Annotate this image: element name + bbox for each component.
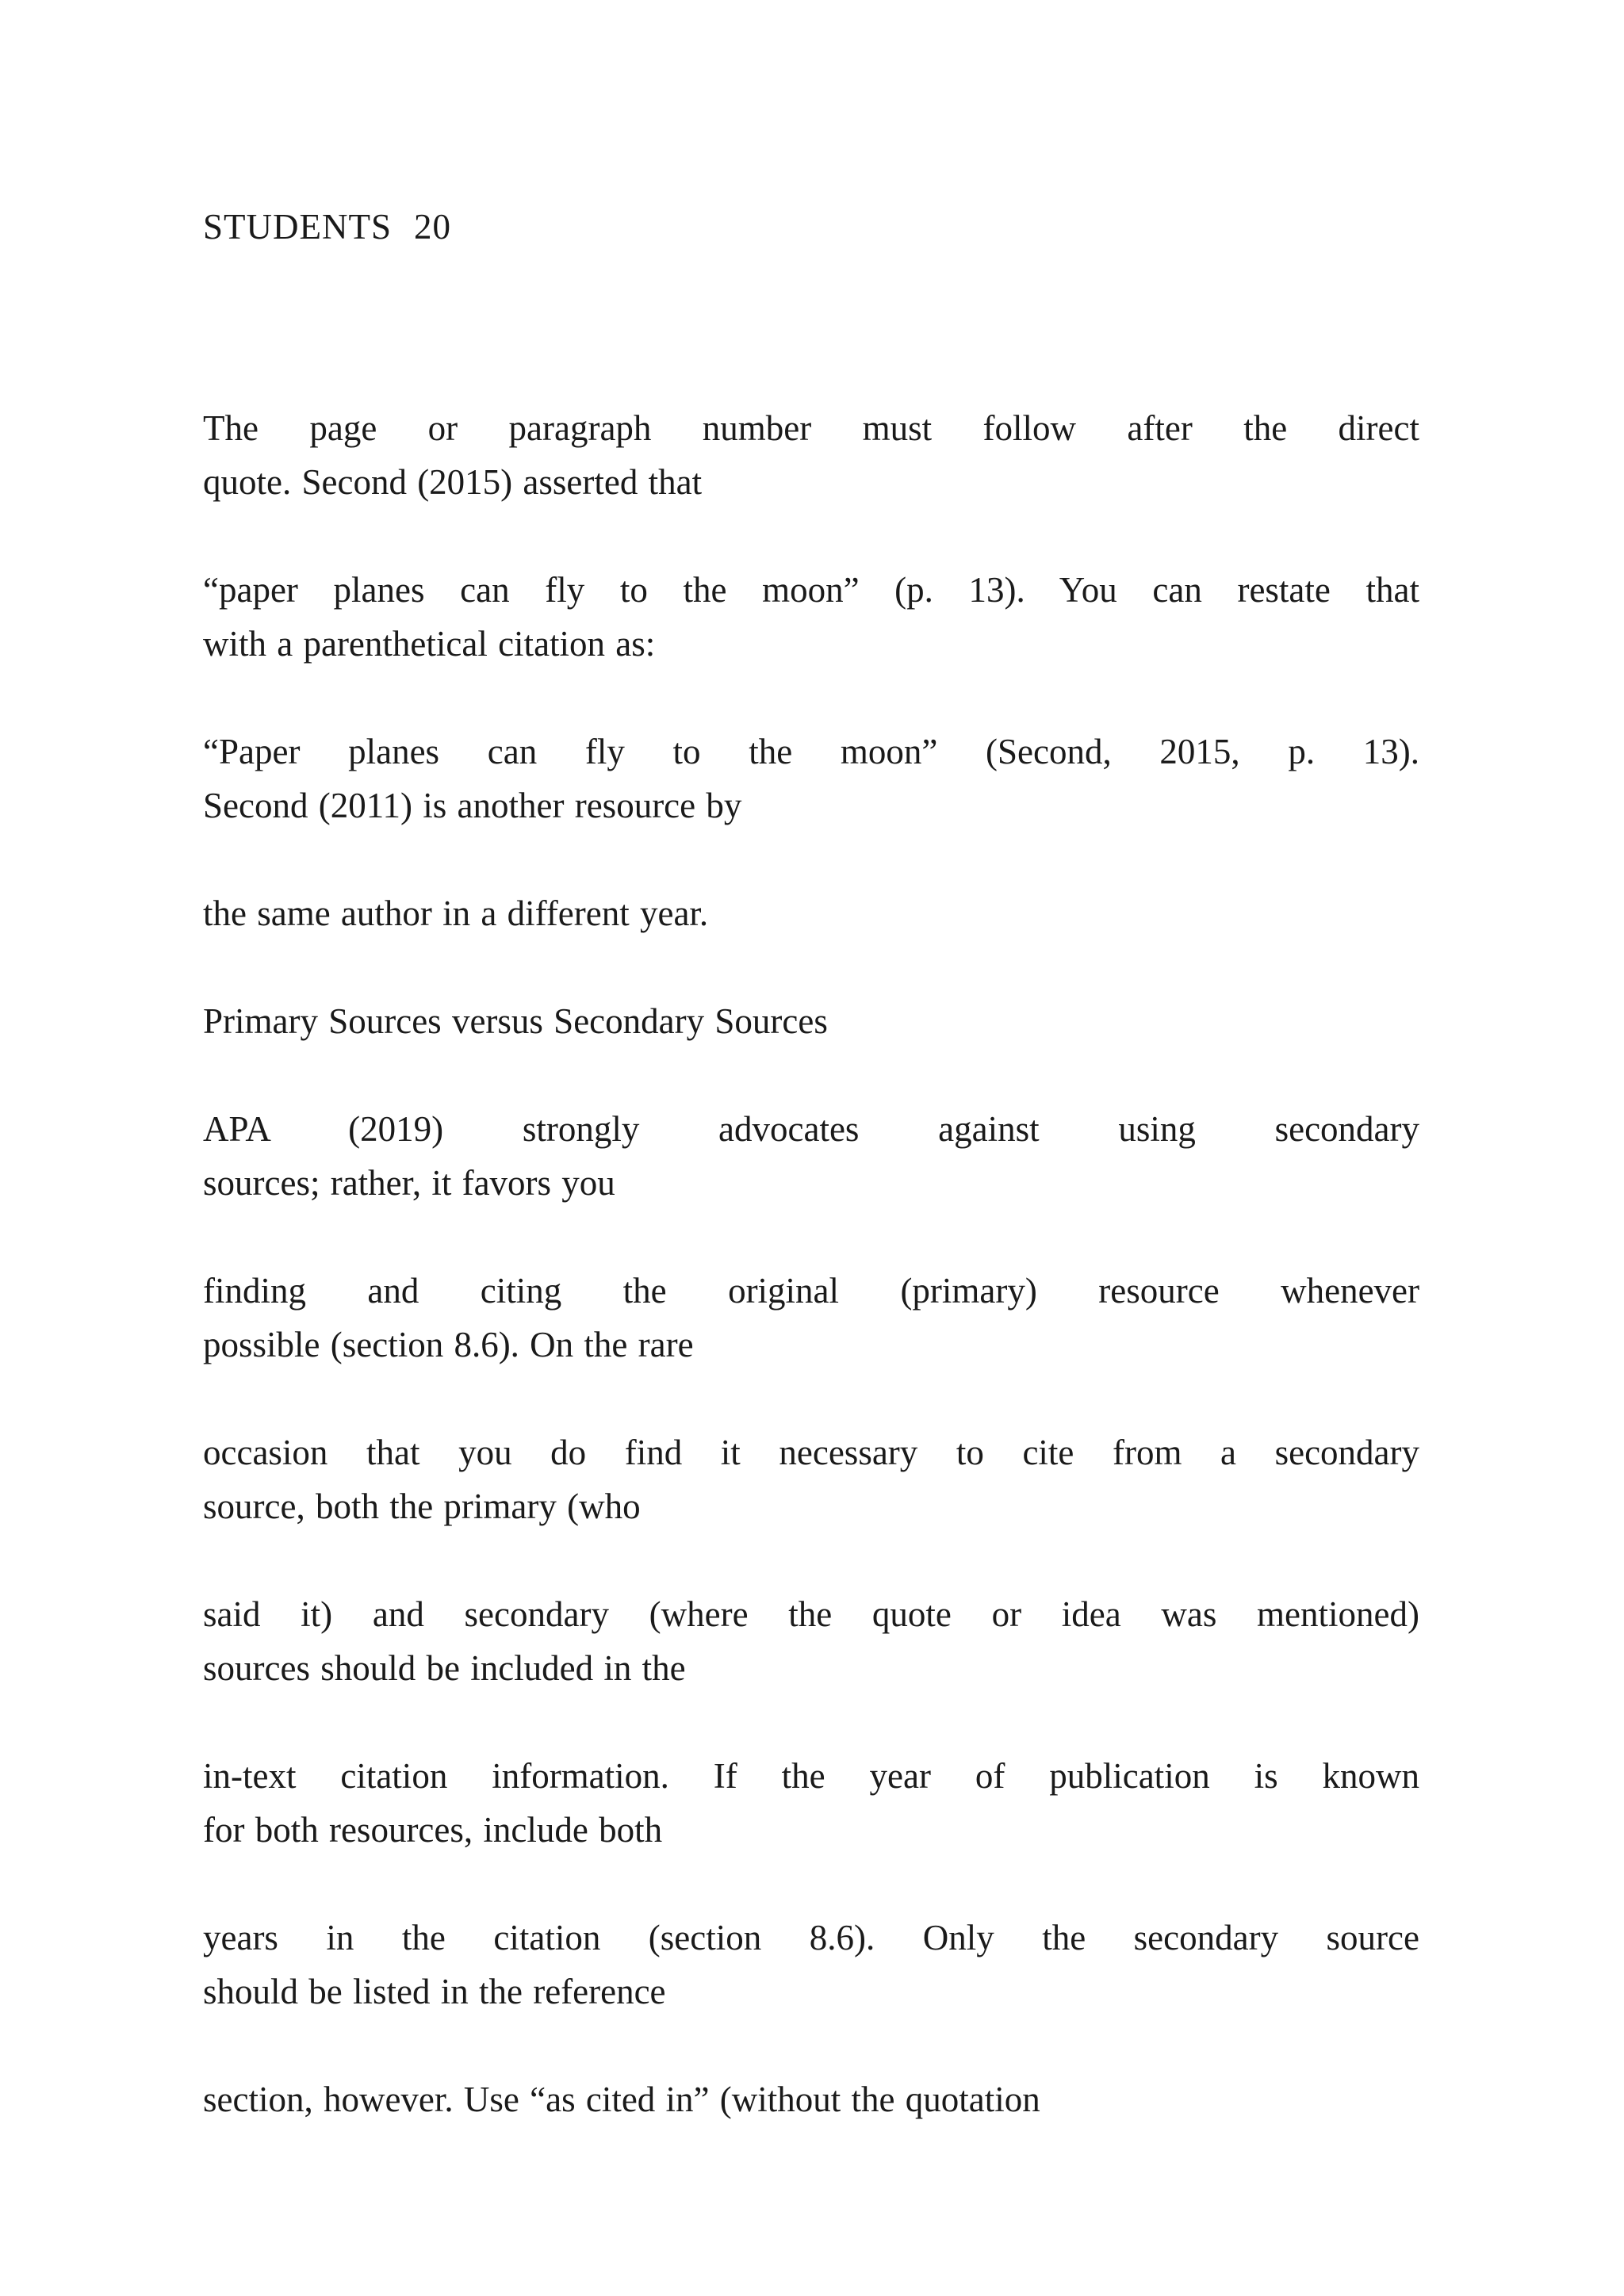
text-line: sources; rather, it favors you — [203, 1163, 615, 1203]
text-line: the same author in a different year. — [203, 894, 709, 933]
paragraph — [203, 1587, 1419, 1695]
paragraph — [203, 1102, 1419, 1210]
text-line: section, however. Use “as cited in” (without the quotation — [203, 2080, 1040, 2119]
running-head — [203, 200, 1419, 254]
paragraph — [203, 886, 1419, 940]
paragraph — [203, 1749, 1419, 1857]
text-line: Primary Sources versus Secondary Sources — [203, 1001, 828, 1041]
text-line: for both resources, include both — [203, 1810, 663, 1850]
paragraph — [203, 1264, 1419, 1372]
text-line: Second (2011) is another resource by — [203, 786, 742, 825]
text-line: finding and citing the original (primary) resource whenever — [203, 1271, 1419, 1311]
text-line: source, both the primary (who — [203, 1487, 641, 1526]
text-line: “Paper planes can fly to the moon” (Second, 2015, p. 13). — [203, 732, 1419, 771]
page-number: 20 — [414, 207, 452, 247]
paragraph — [203, 401, 1419, 509]
text-line: possible (section 8.6). On the rare — [203, 1325, 694, 1364]
paragraph — [203, 725, 1419, 832]
text-line: sources should be included in the — [203, 1648, 686, 1688]
text-line: in-text citation information. If the year of publication is known — [203, 1756, 1419, 1796]
running-head-title: STUDENTS — [203, 207, 393, 247]
text-line: should be listed in the reference — [203, 1972, 666, 2011]
text-line: The page or paragraph number must follow after the direct — [203, 408, 1419, 448]
paragraph — [203, 1425, 1419, 1533]
text-line: occasion that you do find it necessary to cite from a secondary — [203, 1433, 1419, 1472]
text-line: quote. Second (2015) asserted that — [203, 462, 703, 502]
text-line: said it) and secondary (where the quote or idea was mentioned) — [203, 1594, 1419, 1634]
text-line: APA (2019) strongly advocates against using secondary — [203, 1109, 1419, 1149]
paragraph — [203, 1911, 1419, 2019]
section-heading — [203, 994, 1419, 1048]
text-line: with a parenthetical citation as: — [203, 624, 656, 664]
text-line: years in the citation (section 8.6). Only the secondary source — [203, 1918, 1419, 1957]
paragraph — [203, 563, 1419, 671]
text-line: “paper planes can fly to the moon” (p. 13). You can restate that — [203, 570, 1419, 610]
paragraph — [203, 2072, 1419, 2126]
